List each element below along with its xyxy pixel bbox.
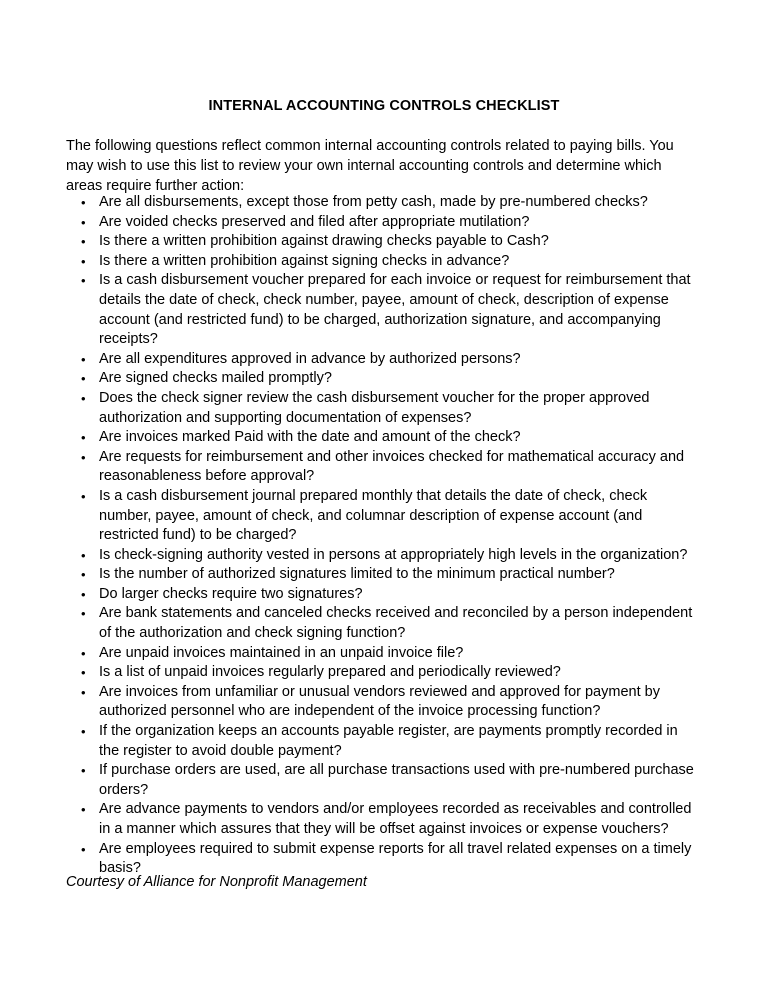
checklist-items bbox=[66, 193, 696, 879]
credit-line: Courtesy of Alliance for Nonprofit Management bbox=[66, 874, 367, 890]
list-item bbox=[66, 232, 696, 252]
bullet-icon: • bbox=[81, 547, 86, 563]
list-item-label: Are signed checks mailed promptly? bbox=[99, 370, 332, 387]
list-item bbox=[66, 487, 696, 546]
list-item-label: Are all expenditures approved in advance by authorized persons? bbox=[99, 350, 521, 367]
list-item-label: If the organization keeps an accounts payable register, are payments promptly recorded in the register to avoid double payment? bbox=[99, 723, 678, 759]
bullet-icon: • bbox=[81, 253, 86, 269]
bullet-icon: • bbox=[81, 586, 86, 602]
bullet-icon: • bbox=[81, 645, 86, 661]
list-item-label: Are voided checks preserved and filed after appropriate mutilation? bbox=[99, 213, 530, 230]
list-item bbox=[66, 761, 696, 800]
bullet-icon: • bbox=[81, 430, 86, 446]
list-item-label: Are invoices from unfamiliar or unusual vendors reviewed and approved for payment by authorized personnel who are independent of the invoice processing function? bbox=[99, 683, 660, 720]
bullet-icon: • bbox=[81, 371, 86, 387]
list-item-label: Are invoices marked Paid with the date and amount of the check? bbox=[99, 429, 521, 446]
list-item bbox=[66, 448, 696, 487]
list-item bbox=[66, 644, 696, 664]
bullet-icon: • bbox=[81, 351, 86, 367]
list-item-label: Are unpaid invoices maintained in an unpaid invoice file? bbox=[99, 644, 464, 661]
bullet-icon: • bbox=[81, 449, 86, 465]
list-item-label: Are advance payments to vendors and/or employees recorded as receivables and controlled in a manner which assures that they will be offset against invoices or expense vouchers? bbox=[99, 801, 692, 837]
list-item bbox=[66, 663, 696, 683]
bullet-icon: • bbox=[81, 390, 86, 406]
bullet-icon: • bbox=[81, 234, 86, 250]
intro-paragraph: The following questions reflect common internal accounting controls related to paying bills. You may wish to use this list to review your own internal accounting controls and determine which areas require further action: bbox=[66, 137, 674, 194]
bullet-icon: • bbox=[81, 684, 86, 700]
list-item bbox=[66, 213, 696, 233]
list-item-label: Are bank statements and canceled checks received and reconciled by a person independent of the authorization and check signing function? bbox=[99, 605, 693, 642]
list-item-label: Is check-signing authority vested in persons at appropriately high levels in the organization? bbox=[99, 546, 688, 563]
list-item bbox=[66, 604, 696, 643]
list-item-label: Does the check signer review the cash disbursement voucher for the proper approved authorization and supporting documentation of expenses? bbox=[99, 389, 650, 426]
bullet-icon: • bbox=[81, 841, 86, 857]
list-item bbox=[66, 252, 696, 272]
list-item bbox=[66, 722, 696, 761]
bullet-icon: • bbox=[81, 763, 86, 779]
list-item bbox=[66, 585, 696, 605]
list-item-label: Is there a written prohibition against drawing checks payable to Cash? bbox=[99, 233, 549, 250]
list-item bbox=[66, 350, 696, 370]
bullet-icon: • bbox=[81, 606, 86, 622]
list-item-label: Are all disbursements, except those from petty cash, made by pre-numbered checks? bbox=[99, 194, 648, 210]
bullet-icon: • bbox=[81, 724, 86, 740]
list-item-label: Is the number of authorized signatures limited to the minimum practical number? bbox=[99, 566, 615, 583]
list-item bbox=[66, 565, 696, 585]
page-title: INTERNAL ACCOUNTING CONTROLS CHECKLIST bbox=[208, 97, 560, 114]
bullet-icon: • bbox=[81, 802, 86, 818]
list-item bbox=[66, 369, 696, 389]
list-item bbox=[66, 271, 696, 349]
list-item bbox=[66, 389, 696, 428]
list-item bbox=[66, 546, 696, 566]
list-item-label: Is a cash disbursement journal prepared monthly that details the date of check, check number, payee, amount of check, and columnar description of expense account (and restricted fund) to be charged? bbox=[99, 487, 648, 544]
list-item bbox=[66, 428, 696, 448]
bullet-icon: • bbox=[81, 488, 86, 504]
list-item-label: Are requests for reimbursement and other invoices checked for mathematical accuracy and reasonableness before approval? bbox=[99, 448, 685, 485]
bullet-icon: • bbox=[81, 195, 86, 210]
list-item-label: Is a cash disbursement voucher prepared for each invoice or request for reimbursement that details the date of check, check number, payee, amount of check, description of expense account (and restricted fund) to be charged, authorization signature, and accompanying receipts? bbox=[99, 272, 691, 348]
list-item bbox=[66, 683, 696, 722]
list-item-label: Is there a written prohibition against signing checks in advance? bbox=[99, 252, 510, 269]
list-item bbox=[66, 193, 696, 213]
list-item-label: Is a list of unpaid invoices regularly prepared and periodically reviewed? bbox=[99, 664, 561, 681]
bullet-icon: • bbox=[81, 214, 86, 230]
list-item-label: Do larger checks require two signatures? bbox=[99, 585, 363, 602]
bullet-icon: • bbox=[81, 273, 86, 289]
bullet-icon: • bbox=[81, 567, 86, 583]
bullet-icon: • bbox=[81, 665, 86, 681]
list-item bbox=[66, 800, 696, 839]
list-item-label: If purchase orders are used, are all purchase transactions used with pre-numbered purchase orders? bbox=[99, 762, 694, 798]
list-item-label: Are employees required to submit expense reports for all travel related expenses on a timely basis? bbox=[99, 840, 692, 877]
